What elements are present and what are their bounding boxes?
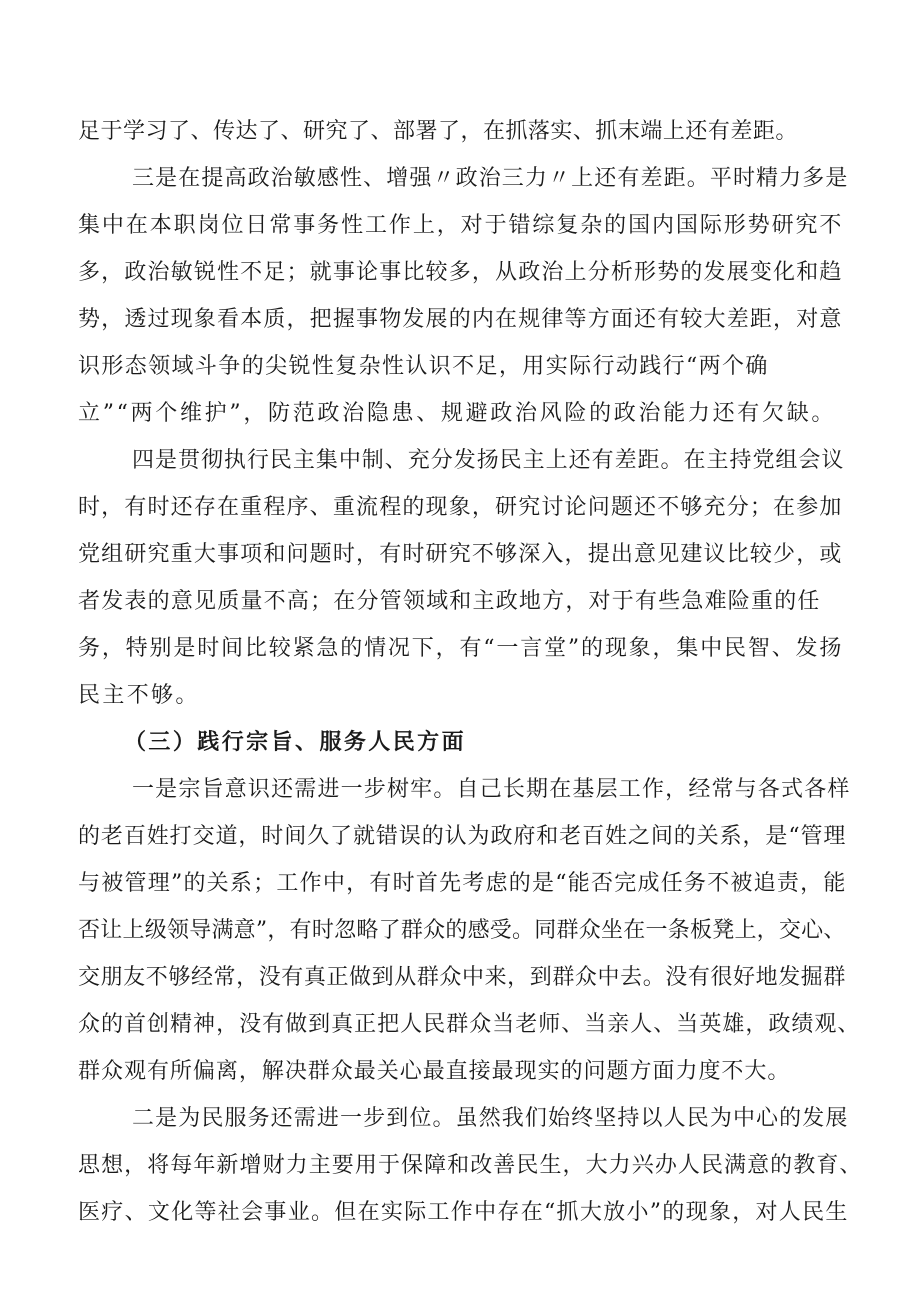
text-line: 党组研究重大事项和问题时，有时研究不够深入，提出意见建议比较少，或 [78,542,843,567]
text-line: 众的首创精神，没有做到真正把人民群众当老师、当亲人、当英雄，政绩观、 [78,1012,861,1037]
text-line: 三是在提高政治敏感性、增强〃政治三力〃上还有差距。平时精力多是 [132,166,849,191]
text-line: 势，透过现象看本质，把握事物发展的内在规律等方面还有较大差距，对意 [78,307,843,332]
text-line: 医疗、文化等社会事业。但在实际工作中存在“抓大放小”的现象，对人民生 [78,1200,849,1225]
text-line: 多，政治敏锐性不足；就事论事比较多，从政治上分析形势的发展变化和趋 [78,260,843,285]
text-line: 足于学习了、传达了、研究了、部署了，在抓落实、抓末端上还有差距。 [78,119,798,144]
text-line: 识形态领域斗争的尖锐性复杂性认识不足，用实际行动践行“两个确 [78,354,769,379]
text-line: 的老百姓打交道，时间久了就错误的认为政府和老百姓之间的关系，是“管理 [78,824,847,849]
text-line: 务，特别是时间比较紧急的情况下，有“一言堂”的现象，集中民智、发扬 [78,636,844,661]
text-line: 集中在本职岗位日常事务性工作上，对于错综复杂的国内国际形势研究不 [78,213,844,238]
text-line: 一是宗旨意识还需进一步树牢。自己长期在基层工作，经常与各式各样 [132,777,851,802]
text-line: 思想，将每年新增财力主要用于保障和改善民生，大力兴办人民满意的教育、 [78,1153,863,1178]
text-line: 否让上级领导满意”，有时忽略了群众的感受。同群众坐在一条板凳上，交心、 [78,918,846,943]
text-line: 者发表的意见质量不高；在分管领域和主政地方，对于有些急难险重的任 [78,589,821,614]
text-line: 与被管理”的关系；工作中，有时首先考虑的是“能否完成任务不被追责，能 [78,871,847,896]
text-line: 交朋友不够经常，没有真正做到从群众中来，到群众中去。没有很好地发掘群 [78,965,846,990]
text-line: 二是为民服务还需进一步到位。虽然我们始终坚持以人民为中心的发展 [132,1106,849,1131]
text-line: 四是贯彻执行民主集中制、充分发扬民主上还有差距。在主持党组会议 [132,448,845,473]
text-line: 立”“两个维护”，防范政治隐患、规避政治风险的政治能力还有欠缺。 [78,401,837,426]
section-heading: （三）践行宗旨、服务人民方面 [124,730,467,755]
text-line: 时，有时还存在重程序、重流程的现象，研究讨论问题还不够充分；在参加 [78,495,843,520]
text-line: 群众观有所偏离，解决群众最关心最直接最现实的问题方面力度不大。 [78,1059,791,1084]
text-line: 民主不够。 [78,683,200,708]
